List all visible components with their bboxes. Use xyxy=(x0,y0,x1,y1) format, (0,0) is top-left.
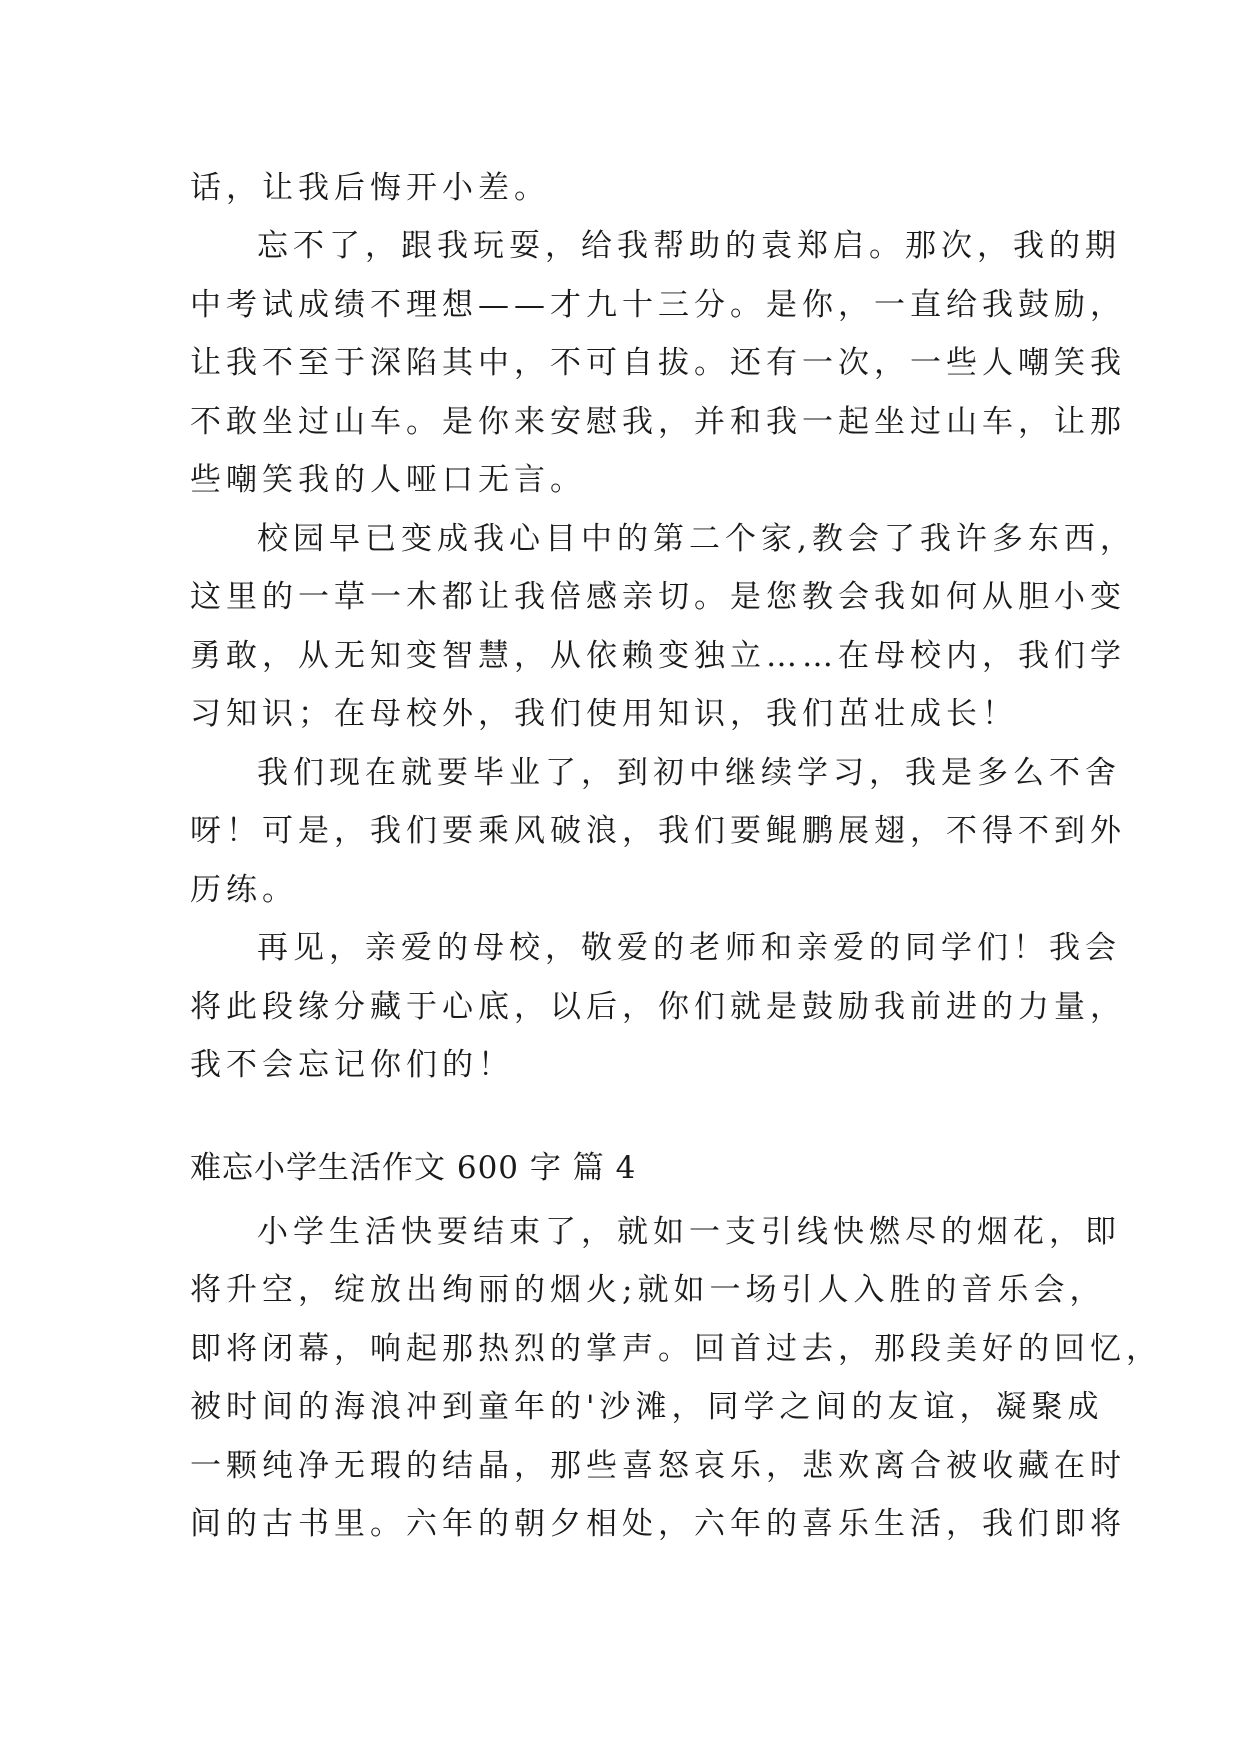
text-line: 再见，亲爱的母校，敬爱的老师和亲爱的同学们！我会 xyxy=(257,930,1121,966)
text-line: 我们现在就要毕业了，到初中继续学习，我是多么不舍 xyxy=(257,755,1121,791)
text-line: 话，让我后悔开小差。 xyxy=(190,170,550,206)
text-line: 这里的一草一木都让我倍感亲切。是您教会我如何从胆小变 xyxy=(190,579,1126,615)
text-line: 间的古书里。六年的朝夕相处，六年的喜乐生活，我们即将 xyxy=(190,1506,1126,1542)
text-line: 我不会忘记你们的！ xyxy=(190,1047,514,1083)
text-line: 呀！可是，我们要乘风破浪，我们要鲲鹏展翅，不得不到外 xyxy=(190,813,1126,849)
text-line: 些嘲笑我的人哑口无言。 xyxy=(190,462,586,498)
text-line: 历练。 xyxy=(190,872,298,908)
text-line: 将升空，绽放出绚丽的烟火;就如一场引人入胜的音乐会， xyxy=(190,1272,1106,1308)
text-line: 即将闭幕，响起那热烈的掌声。回首过去，那段美好的回忆， xyxy=(190,1331,1162,1367)
text-line: 被时间的海浪冲到童年的'沙滩，同学之间的友谊，凝聚成 xyxy=(190,1389,1104,1425)
text-line: 习知识；在母校外，我们使用知识，我们茁壮成长！ xyxy=(190,696,1018,732)
text-line: 让我不至于深陷其中，不可自拔。还有一次，一些人嘲笑我 xyxy=(190,345,1126,381)
text-line: 校园早已变成我心目中的第二个家,教会了我许多东西， xyxy=(257,521,1136,557)
text-line: 小学生活快要结束了，就如一支引线快燃尽的烟花，即 xyxy=(257,1214,1121,1250)
text-line: 不敢坐过山车。是你来安慰我，并和我一起坐过山车，让那 xyxy=(190,404,1126,440)
text-line: 一颗纯净无瑕的结晶，那些喜怒哀乐，悲欢离合被收藏在时 xyxy=(190,1448,1126,1484)
text-line: 将此段缘分藏于心底，以后，你们就是鼓励我前进的力量， xyxy=(190,989,1126,1025)
text-line: 勇敢，从无知变智慧，从依赖变独立……在母校内，我们学 xyxy=(190,638,1126,674)
section-heading: 难忘小学生活作文 600 字 篇 4 xyxy=(190,1150,637,1186)
text-line: 中考试成绩不理想——才九十三分。是你，一直给我鼓励， xyxy=(190,287,1126,323)
text-line: 忘不了，跟我玩耍，给我帮助的袁郑启。那次，我的期 xyxy=(257,228,1121,264)
